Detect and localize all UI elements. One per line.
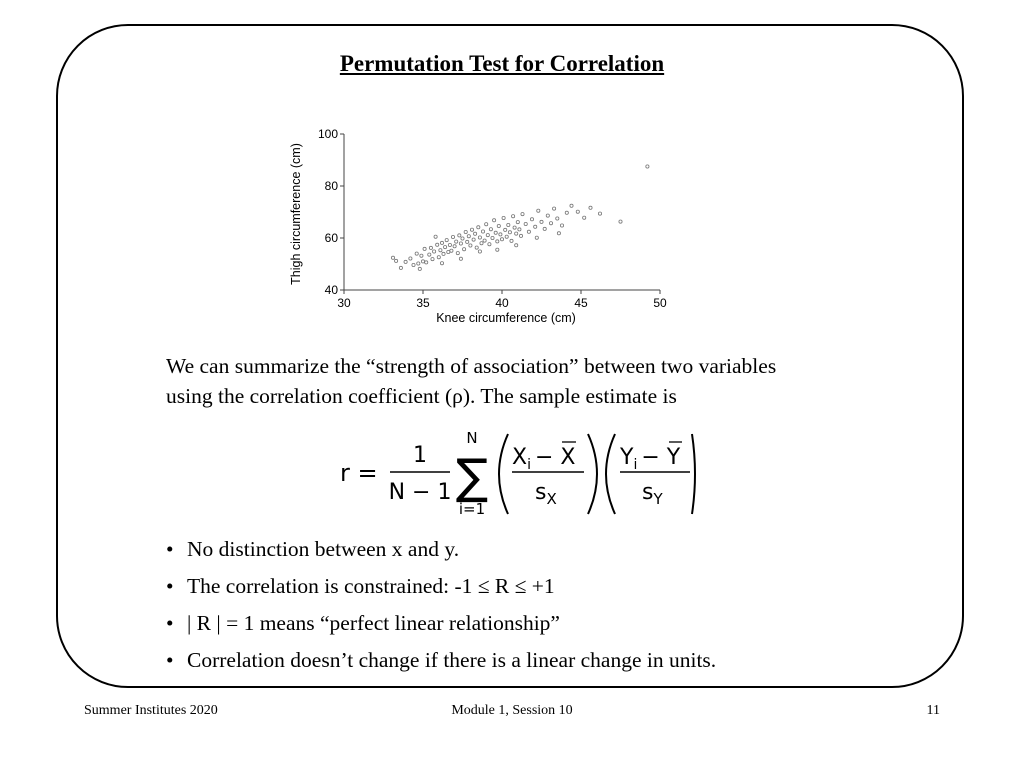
scatter-point (478, 236, 481, 239)
x-tick-label: 50 (653, 296, 667, 310)
scatter-point (442, 252, 445, 255)
bullet-text: No distinction between x and y. (187, 537, 460, 561)
bullet-dot: • (166, 574, 174, 598)
scatter-point (395, 259, 398, 262)
scatter-point (496, 248, 499, 251)
scatter-point (576, 210, 579, 213)
scatter-point (477, 226, 480, 229)
scatter-point (429, 246, 432, 249)
scatter-point (436, 243, 439, 246)
scatter-point (440, 262, 443, 265)
formula-frac-numerator: 1 (413, 443, 427, 468)
scatter-point (560, 224, 563, 227)
scatter-point (549, 222, 552, 225)
scatter-point (540, 220, 543, 223)
scatter-point (556, 217, 559, 220)
scatter-point (450, 249, 453, 252)
bullet-list (166, 534, 716, 682)
y-tick-label: 60 (324, 231, 338, 245)
right-paren (692, 434, 695, 514)
sum-lower-limit: i=1 (458, 500, 486, 518)
term2-denominator-subscript: Y (653, 490, 663, 508)
term2-numerator: Y (620, 445, 634, 470)
scatter-point (440, 241, 443, 244)
term2-numerator-subscript: i (633, 457, 638, 473)
scatter-point (488, 243, 491, 246)
scatter-point (515, 244, 518, 247)
scatter-point (459, 242, 462, 245)
footer-center: Module 1, Session 10 (451, 703, 573, 718)
scatter-point (456, 252, 459, 255)
scatter-point (513, 226, 516, 229)
scatter-point (565, 211, 568, 214)
sum-upper-limit: N (466, 429, 478, 447)
term1-numerator: X (512, 445, 528, 470)
scatter-point (598, 212, 601, 215)
scatter-point (434, 235, 437, 238)
scatter-point (478, 250, 481, 253)
slide-title: Permutation Test for Correlation (339, 51, 665, 76)
bullet-text: The correlation is constrained: -1 ≤ R ≤ +1 (187, 574, 555, 598)
scatter-point (504, 228, 507, 231)
scatter-point (557, 232, 560, 235)
scatter-point (534, 225, 537, 228)
scatter-point (553, 207, 556, 210)
scatter-point (431, 258, 434, 261)
x-tick-label: 30 (337, 296, 351, 310)
scatter-point (481, 230, 484, 233)
scatter-point (391, 256, 394, 259)
bullet-item (166, 645, 716, 682)
scatter-point (409, 257, 412, 260)
paragraph-line: using the correlation coefficient (ρ). The sample estimate is (166, 384, 677, 408)
formula-lhs: r = (340, 459, 378, 487)
term1-numerator-subscript: i (527, 457, 531, 473)
scatter-point (510, 239, 513, 242)
scatter-point (491, 236, 494, 239)
bullet-item (166, 534, 716, 571)
scatter-point (496, 240, 499, 243)
svg-text:Xi− X (512, 445, 575, 473)
scatter-point (518, 228, 521, 231)
scatter-point (459, 257, 462, 260)
scatter-point (527, 230, 530, 233)
scatter-point (453, 245, 456, 248)
scatter-point (507, 223, 510, 226)
scatter-point (505, 235, 508, 238)
scatter-point (412, 263, 415, 266)
scatter-point (469, 244, 472, 247)
bullet-dot: • (166, 648, 174, 672)
sum-symbol: ∑ (455, 449, 489, 505)
scatter-point (486, 234, 489, 237)
scatter-point (399, 266, 402, 269)
scatter-point (646, 165, 649, 168)
scatter-point (483, 239, 486, 242)
slide-number: 11 (926, 703, 940, 718)
scatter-point (499, 233, 502, 236)
scatter-point (516, 221, 519, 224)
left-paren (606, 434, 615, 514)
intro-paragraph (166, 351, 926, 411)
scatter-point (425, 261, 428, 264)
bullet-item (166, 571, 716, 608)
scatter-point (415, 252, 418, 255)
scatter-point (489, 228, 492, 231)
y-tick-label: 40 (324, 283, 338, 297)
scatter-point (467, 235, 470, 238)
paragraph-line: We can summarize the “strength of association” between two variables (166, 354, 777, 378)
scatter-point (445, 239, 448, 242)
scatter-point (500, 238, 503, 241)
bullet-dot: • (166, 611, 174, 635)
bullet-item (166, 608, 716, 645)
x-tick-label: 45 (574, 296, 588, 310)
scatter-point (404, 260, 407, 263)
scatter-point (497, 224, 500, 227)
x-tick-label: 40 (495, 296, 509, 310)
scatter-plot (282, 118, 682, 338)
scatter-point (433, 250, 436, 253)
term1-denominator: s (535, 480, 547, 505)
scatter-point (543, 227, 546, 230)
formula-frac-denominator: N − 1 (388, 480, 452, 505)
bullet-text: | R | = 1 means “perfect linear relationship” (187, 611, 560, 635)
scatter-point (508, 231, 511, 234)
svg-text:sY (642, 480, 663, 508)
scatter-point (420, 254, 423, 257)
scatter-point (421, 260, 424, 263)
term2-numerator-mean: − Y (641, 445, 681, 470)
scatter-point (444, 246, 447, 249)
scatter-point (524, 222, 527, 225)
scatter-point (439, 249, 442, 252)
bullet-dot: • (166, 537, 174, 561)
scatter-point (502, 216, 505, 219)
scatter-point (475, 246, 478, 249)
y-tick-label: 80 (324, 179, 338, 193)
scatter-point (428, 253, 431, 256)
scatter-point (546, 214, 549, 217)
scatter-point (466, 240, 469, 243)
scatter-point (583, 216, 586, 219)
term2-denominator: s (642, 480, 654, 505)
left-paren (499, 434, 508, 514)
scatter-point (521, 213, 524, 216)
scatter-point (589, 206, 592, 209)
scatter-point (474, 232, 477, 235)
scatter-point (437, 256, 440, 259)
bullet-text: Correlation doesn’t change if there is a linear change in units. (187, 648, 717, 672)
scatter-point (448, 243, 451, 246)
correlation-formula (340, 422, 700, 522)
scatter-point (463, 248, 466, 251)
scatter-point (535, 236, 538, 239)
scatter-point (494, 231, 497, 234)
scatter-point (455, 240, 458, 243)
svg-text:sX (535, 480, 557, 508)
svg-text:Yi− Y (619, 445, 681, 473)
x-axis-label: Knee circumference (cm) (436, 311, 576, 325)
scatter-point (485, 223, 488, 226)
term1-denominator-subscript: X (546, 490, 557, 508)
scatter-point (423, 247, 426, 250)
y-axis-label: Thigh circumference (cm) (289, 143, 303, 285)
scatter-point (537, 209, 540, 212)
scatter-point (619, 220, 622, 223)
y-tick-label: 100 (317, 127, 338, 141)
scatter-point (418, 267, 421, 270)
scatter-point (472, 238, 475, 241)
right-paren (588, 434, 597, 514)
scatter-point (512, 215, 515, 218)
scatter-point (470, 228, 473, 231)
term1-numerator-mean: − X (534, 445, 576, 470)
footer-left: Summer Institutes 2020 (84, 703, 218, 718)
scatter-point (570, 204, 573, 207)
scatter-point (480, 242, 483, 245)
scatter-point (451, 235, 454, 238)
scatter-point (458, 234, 461, 237)
scatter-point (417, 262, 420, 265)
scatter-point (464, 230, 467, 233)
scatter-point (461, 237, 464, 240)
scatter-point (493, 219, 496, 222)
x-tick-label: 35 (416, 296, 430, 310)
scatter-point (519, 234, 522, 237)
scatter-point (530, 218, 533, 221)
scatter-point (515, 232, 518, 235)
